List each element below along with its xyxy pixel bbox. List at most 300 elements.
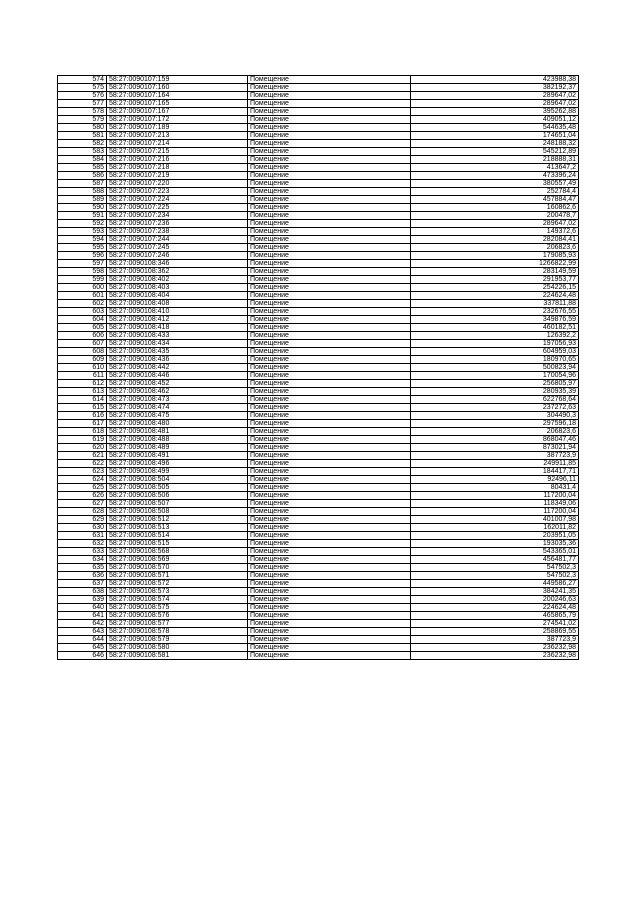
object-type: Помещение xyxy=(248,564,411,572)
cadastral-number: 58:27:0090107:213 xyxy=(107,132,248,140)
row-number: 617 xyxy=(58,420,107,428)
object-type: Помещение xyxy=(248,444,411,452)
cadastral-value: 117200,04 xyxy=(411,508,579,516)
table-row xyxy=(58,596,579,604)
object-type: Помещение xyxy=(248,212,411,220)
object-type: Помещение xyxy=(248,108,411,116)
cadastral-value: 868047,46 xyxy=(411,436,579,444)
object-type: Помещение xyxy=(248,236,411,244)
object-type: Помещение xyxy=(248,452,411,460)
object-type: Помещение xyxy=(248,100,411,108)
cadastral-number: 58:27:0090108:499 xyxy=(107,468,248,476)
row-number: 590 xyxy=(58,204,107,212)
cadastral-number: 58:27:0090107:220 xyxy=(107,180,248,188)
table-row xyxy=(58,332,579,340)
object-type: Помещение xyxy=(248,204,411,212)
table-row xyxy=(58,564,579,572)
table-row xyxy=(58,524,579,532)
row-number: 640 xyxy=(58,604,107,612)
cadastral-number: 58:27:0090108:474 xyxy=(107,404,248,412)
table-row xyxy=(58,260,579,268)
row-number: 622 xyxy=(58,460,107,468)
cadastral-value: 200246,63 xyxy=(411,596,579,604)
cadastral-value: 500823,94 xyxy=(411,364,579,372)
cadastral-value: 149372,6 xyxy=(411,228,579,236)
cadastral-number: 58:27:0090108:506 xyxy=(107,492,248,500)
row-number: 588 xyxy=(58,188,107,196)
cadastral-number: 58:27:0090107:214 xyxy=(107,140,248,148)
object-type: Помещение xyxy=(248,540,411,548)
cadastral-number: 58:27:0090108:570 xyxy=(107,564,248,572)
cadastral-value: 282084,41 xyxy=(411,236,579,244)
table-row xyxy=(58,364,579,372)
cadastral-number: 58:27:0090108:573 xyxy=(107,588,248,596)
cadastral-number: 58:27:0090107:164 xyxy=(107,92,248,100)
table-row xyxy=(58,460,579,468)
object-type: Помещение xyxy=(248,164,411,172)
row-number: 575 xyxy=(58,84,107,92)
object-type: Помещение xyxy=(248,484,411,492)
row-number: 599 xyxy=(58,276,107,284)
object-type: Помещение xyxy=(248,324,411,332)
cadastral-number: 58:27:0090108:515 xyxy=(107,540,248,548)
cadastral-number: 58:27:0090107:218 xyxy=(107,164,248,172)
object-type: Помещение xyxy=(248,524,411,532)
table-row xyxy=(58,220,579,228)
row-number: 602 xyxy=(58,300,107,308)
table-row xyxy=(58,252,579,260)
cadastral-number: 58:27:0090108:403 xyxy=(107,284,248,292)
cadastral-number: 58:27:0090107:245 xyxy=(107,244,248,252)
object-type: Помещение xyxy=(248,140,411,148)
table-row xyxy=(58,156,579,164)
row-number: 630 xyxy=(58,524,107,532)
object-type: Помещение xyxy=(248,244,411,252)
cadastral-value: 206823,6 xyxy=(411,244,579,252)
cadastral-number: 58:27:0090108:412 xyxy=(107,316,248,324)
table-row xyxy=(58,476,579,484)
row-number: 580 xyxy=(58,124,107,132)
table-row xyxy=(58,500,579,508)
object-type: Помещение xyxy=(248,548,411,556)
object-type: Помещение xyxy=(248,404,411,412)
cadastral-value: 382192,37 xyxy=(411,84,579,92)
row-number: 576 xyxy=(58,92,107,100)
cadastral-value: 604959,03 xyxy=(411,348,579,356)
row-number: 598 xyxy=(58,268,107,276)
row-number: 637 xyxy=(58,580,107,588)
row-number: 583 xyxy=(58,148,107,156)
object-type: Помещение xyxy=(248,388,411,396)
row-number: 611 xyxy=(58,372,107,380)
cadastral-value: 401007,98 xyxy=(411,516,579,524)
table-row xyxy=(58,268,579,276)
cadastral-number: 58:27:0090107:244 xyxy=(107,236,248,244)
object-type: Помещение xyxy=(248,116,411,124)
table-row xyxy=(58,124,579,132)
cadastral-value: 473396,24 xyxy=(411,172,579,180)
table-row xyxy=(58,492,579,500)
cadastral-number: 58:27:0090107:223 xyxy=(107,188,248,196)
cadastral-number: 58:27:0090108:577 xyxy=(107,620,248,628)
cadastral-number: 58:27:0090108:481 xyxy=(107,428,248,436)
row-number: 632 xyxy=(58,540,107,548)
cadastral-number: 58:27:0090108:408 xyxy=(107,300,248,308)
table-row xyxy=(58,516,579,524)
cadastral-number: 58:27:0090108:572 xyxy=(107,580,248,588)
cadastral-value: 92496,11 xyxy=(411,476,579,484)
row-number: 618 xyxy=(58,428,107,436)
cadastral-number: 58:27:0090108:473 xyxy=(107,396,248,404)
cadastral-value: 873021,94 xyxy=(411,444,579,452)
cadastral-value: 197056,93 xyxy=(411,340,579,348)
cadastral-value: 203951,05 xyxy=(411,532,579,540)
table-row xyxy=(58,188,579,196)
table-row xyxy=(58,356,579,364)
object-type: Помещение xyxy=(248,124,411,132)
table-row xyxy=(58,420,579,428)
row-number: 609 xyxy=(58,356,107,364)
cadastral-value: 545212,89 xyxy=(411,148,579,156)
cadastral-number: 58:27:0090107:172 xyxy=(107,116,248,124)
cadastral-value: 179085,93 xyxy=(411,252,579,260)
table-row xyxy=(58,204,579,212)
cadastral-value: 184417,71 xyxy=(411,468,579,476)
object-type: Помещение xyxy=(248,316,411,324)
cadastral-value: 232676,55 xyxy=(411,308,579,316)
row-number: 614 xyxy=(58,396,107,404)
object-type: Помещение xyxy=(248,228,411,236)
cadastral-value: 249911,85 xyxy=(411,460,579,468)
row-number: 627 xyxy=(58,500,107,508)
cadastral-number: 58:27:0090108:434 xyxy=(107,340,248,348)
cadastral-value: 274541,02 xyxy=(411,620,579,628)
cadastral-value: 544635,48 xyxy=(411,124,579,132)
row-number: 620 xyxy=(58,444,107,452)
cadastral-number: 58:27:0090108:475 xyxy=(107,412,248,420)
table-row xyxy=(58,404,579,412)
table-row xyxy=(58,652,579,660)
cadastral-number: 58:27:0090107:160 xyxy=(107,84,248,92)
object-type: Помещение xyxy=(248,420,411,428)
cadastral-number: 58:27:0090108:504 xyxy=(107,476,248,484)
object-type: Помещение xyxy=(248,292,411,300)
row-number: 616 xyxy=(58,412,107,420)
cadastral-number: 58:27:0090108:575 xyxy=(107,604,248,612)
cadastral-number: 58:27:0090108:507 xyxy=(107,500,248,508)
object-type: Помещение xyxy=(248,156,411,164)
cadastral-number: 58:27:0090108:579 xyxy=(107,636,248,644)
table-row xyxy=(58,580,579,588)
cadastral-number: 58:27:0090108:410 xyxy=(107,308,248,316)
row-number: 577 xyxy=(58,100,107,108)
cadastral-value: 547502,3 xyxy=(411,564,579,572)
table-row xyxy=(58,612,579,620)
row-number: 634 xyxy=(58,556,107,564)
row-number: 646 xyxy=(58,652,107,660)
row-number: 625 xyxy=(58,484,107,492)
cadastral-number: 58:27:0090108:512 xyxy=(107,516,248,524)
object-type: Помещение xyxy=(248,284,411,292)
cadastral-value: 387723,9 xyxy=(411,452,579,460)
cadastral-number: 58:27:0090108:446 xyxy=(107,372,248,380)
object-type: Помещение xyxy=(248,644,411,652)
cadastral-value: 80431,4 xyxy=(411,484,579,492)
cadastral-number: 58:27:0090107:215 xyxy=(107,148,248,156)
row-number: 595 xyxy=(58,244,107,252)
cadastral-value: 337811,88 xyxy=(411,300,579,308)
object-type: Помещение xyxy=(248,180,411,188)
row-number: 610 xyxy=(58,364,107,372)
property-table xyxy=(57,75,579,660)
cadastral-value: 380557,49 xyxy=(411,180,579,188)
cadastral-number: 58:27:0090108:505 xyxy=(107,484,248,492)
table-row xyxy=(58,180,579,188)
object-type: Помещение xyxy=(248,428,411,436)
object-type: Помещение xyxy=(248,356,411,364)
row-number: 631 xyxy=(58,532,107,540)
row-number: 633 xyxy=(58,548,107,556)
object-type: Помещение xyxy=(248,364,411,372)
row-number: 615 xyxy=(58,404,107,412)
object-type: Помещение xyxy=(248,476,411,484)
cadastral-number: 58:27:0090107:246 xyxy=(107,252,248,260)
cadastral-value: 622768,64 xyxy=(411,396,579,404)
table-row xyxy=(58,620,579,628)
cadastral-value: 409051,12 xyxy=(411,116,579,124)
row-number: 641 xyxy=(58,612,107,620)
cadastral-number: 58:27:0090108:452 xyxy=(107,380,248,388)
cadastral-value: 457884,47 xyxy=(411,196,579,204)
cadastral-value: 126392,2 xyxy=(411,332,579,340)
row-number: 581 xyxy=(58,132,107,140)
table-row xyxy=(58,316,579,324)
table-row xyxy=(58,452,579,460)
object-type: Помещение xyxy=(248,460,411,468)
cadastral-value: 280935,39 xyxy=(411,388,579,396)
cadastral-number: 58:27:0090108:514 xyxy=(107,532,248,540)
cadastral-value: 180970,65 xyxy=(411,356,579,364)
object-type: Помещение xyxy=(248,220,411,228)
cadastral-number: 58:27:0090107:224 xyxy=(107,196,248,204)
table-row xyxy=(58,284,579,292)
cadastral-value: 289647,02 xyxy=(411,220,579,228)
object-type: Помещение xyxy=(248,380,411,388)
row-number: 628 xyxy=(58,508,107,516)
table-row xyxy=(58,212,579,220)
cadastral-value: 162011,82 xyxy=(411,524,579,532)
object-type: Помещение xyxy=(248,332,411,340)
cadastral-value: 304490,3 xyxy=(411,412,579,420)
cadastral-value: 1266822,99 xyxy=(411,260,579,268)
cadastral-value: 547502,3 xyxy=(411,572,579,580)
cadastral-number: 58:27:0090108:578 xyxy=(107,628,248,636)
table-row xyxy=(58,508,579,516)
object-type: Помещение xyxy=(248,260,411,268)
cadastral-number: 58:27:0090108:346 xyxy=(107,260,248,268)
cadastral-value: 236232,98 xyxy=(411,652,579,660)
cadastral-value: 224624,48 xyxy=(411,604,579,612)
cadastral-value: 206823,6 xyxy=(411,428,579,436)
cadastral-number: 58:27:0090107:219 xyxy=(107,172,248,180)
cadastral-value: 248188,32 xyxy=(411,140,579,148)
cadastral-value: 384241,35 xyxy=(411,588,579,596)
table-row xyxy=(58,396,579,404)
object-type: Помещение xyxy=(248,300,411,308)
object-type: Помещение xyxy=(248,348,411,356)
table-row xyxy=(58,412,579,420)
object-type: Помещение xyxy=(248,596,411,604)
cadastral-number: 58:27:0090107:189 xyxy=(107,124,248,132)
object-type: Помещение xyxy=(248,612,411,620)
cadastral-number: 58:27:0090108:402 xyxy=(107,276,248,284)
row-number: 642 xyxy=(58,620,107,628)
property-table-body xyxy=(58,76,579,660)
object-type: Помещение xyxy=(248,588,411,596)
table-row xyxy=(58,172,579,180)
object-type: Помещение xyxy=(248,76,411,84)
cadastral-value: 174651,04 xyxy=(411,132,579,140)
row-number: 604 xyxy=(58,316,107,324)
cadastral-value: 258869,55 xyxy=(411,628,579,636)
row-number: 589 xyxy=(58,196,107,204)
row-number: 608 xyxy=(58,348,107,356)
table-row xyxy=(58,532,579,540)
cadastral-number: 58:27:0090108:480 xyxy=(107,420,248,428)
cadastral-value: 252784,4 xyxy=(411,188,579,196)
cadastral-value: 349876,59 xyxy=(411,316,579,324)
cadastral-number: 58:27:0090108:580 xyxy=(107,644,248,652)
table-row xyxy=(58,92,579,100)
table-row xyxy=(58,604,579,612)
cadastral-value: 170054,96 xyxy=(411,372,579,380)
row-number: 636 xyxy=(58,572,107,580)
row-number: 582 xyxy=(58,140,107,148)
row-number: 574 xyxy=(58,76,107,84)
cadastral-value: 218888,31 xyxy=(411,156,579,164)
object-type: Помещение xyxy=(248,604,411,612)
cadastral-value: 291953,77 xyxy=(411,276,579,284)
row-number: 638 xyxy=(58,588,107,596)
table-row xyxy=(58,228,579,236)
table-row xyxy=(58,100,579,108)
row-number: 594 xyxy=(58,236,107,244)
table-row xyxy=(58,428,579,436)
row-number: 603 xyxy=(58,308,107,316)
cadastral-value: 456481,77 xyxy=(411,556,579,564)
table-row xyxy=(58,348,579,356)
cadastral-value: 193035,36 xyxy=(411,540,579,548)
object-type: Помещение xyxy=(248,508,411,516)
cadastral-value: 160862,6 xyxy=(411,204,579,212)
row-number: 619 xyxy=(58,436,107,444)
table-row xyxy=(58,548,579,556)
row-number: 635 xyxy=(58,564,107,572)
cadastral-value: 387723,9 xyxy=(411,636,579,644)
table-row xyxy=(58,572,579,580)
cadastral-value: 543365,01 xyxy=(411,548,579,556)
table-row xyxy=(58,380,579,388)
cadastral-number: 58:27:0090108:442 xyxy=(107,364,248,372)
table-row xyxy=(58,468,579,476)
cadastral-number: 58:27:0090108:571 xyxy=(107,572,248,580)
row-number: 612 xyxy=(58,380,107,388)
object-type: Помещение xyxy=(248,148,411,156)
table-row xyxy=(58,164,579,172)
object-type: Помещение xyxy=(248,252,411,260)
cadastral-number: 58:27:0090108:576 xyxy=(107,612,248,620)
cadastral-value: 283149,59 xyxy=(411,268,579,276)
row-number: 605 xyxy=(58,324,107,332)
table-row xyxy=(58,116,579,124)
row-number: 623 xyxy=(58,468,107,476)
object-type: Помещение xyxy=(248,396,411,404)
table-row xyxy=(58,108,579,116)
object-type: Помещение xyxy=(248,468,411,476)
table-row xyxy=(58,628,579,636)
object-type: Помещение xyxy=(248,500,411,508)
cadastral-number: 58:27:0090108:513 xyxy=(107,524,248,532)
cadastral-number: 58:27:0090108:568 xyxy=(107,548,248,556)
cadastral-value: 256805,97 xyxy=(411,380,579,388)
cadastral-number: 58:27:0090107:216 xyxy=(107,156,248,164)
cadastral-value: 254226,15 xyxy=(411,284,579,292)
row-number: 578 xyxy=(58,108,107,116)
cadastral-number: 58:27:0090108:436 xyxy=(107,356,248,364)
cadastral-number: 58:27:0090108:496 xyxy=(107,460,248,468)
object-type: Помещение xyxy=(248,340,411,348)
cadastral-value: 413647,2 xyxy=(411,164,579,172)
cadastral-number: 58:27:0090108:418 xyxy=(107,324,248,332)
table-row xyxy=(58,76,579,84)
row-number: 613 xyxy=(58,388,107,396)
table-row xyxy=(58,588,579,596)
object-type: Помещение xyxy=(248,92,411,100)
table-row xyxy=(58,292,579,300)
cadastral-number: 58:27:0090108:404 xyxy=(107,292,248,300)
cadastral-value: 297596,18 xyxy=(411,420,579,428)
cadastral-value: 423988,38 xyxy=(411,76,579,84)
row-number: 586 xyxy=(58,172,107,180)
cadastral-value: 289647,02 xyxy=(411,92,579,100)
object-type: Помещение xyxy=(248,132,411,140)
cadastral-value: 236232,98 xyxy=(411,644,579,652)
object-type: Помещение xyxy=(248,516,411,524)
cadastral-number: 58:27:0090108:569 xyxy=(107,556,248,564)
object-type: Помещение xyxy=(248,620,411,628)
row-number: 606 xyxy=(58,332,107,340)
cadastral-value: 200478,7 xyxy=(411,212,579,220)
table-row xyxy=(58,540,579,548)
table-row xyxy=(58,372,579,380)
row-number: 584 xyxy=(58,156,107,164)
table-row xyxy=(58,140,579,148)
row-number: 592 xyxy=(58,220,107,228)
object-type: Помещение xyxy=(248,628,411,636)
table-row xyxy=(58,236,579,244)
table-row xyxy=(58,300,579,308)
cadastral-number: 58:27:0090108:491 xyxy=(107,452,248,460)
table-row xyxy=(58,484,579,492)
object-type: Помещение xyxy=(248,172,411,180)
object-type: Помещение xyxy=(248,492,411,500)
cadastral-number: 58:27:0090108:362 xyxy=(107,268,248,276)
object-type: Помещение xyxy=(248,556,411,564)
cadastral-value: 460182,51 xyxy=(411,324,579,332)
cadastral-number: 58:27:0090108:435 xyxy=(107,348,248,356)
cadastral-number: 58:27:0090108:489 xyxy=(107,444,248,452)
cadastral-number: 58:27:0090107:236 xyxy=(107,220,248,228)
